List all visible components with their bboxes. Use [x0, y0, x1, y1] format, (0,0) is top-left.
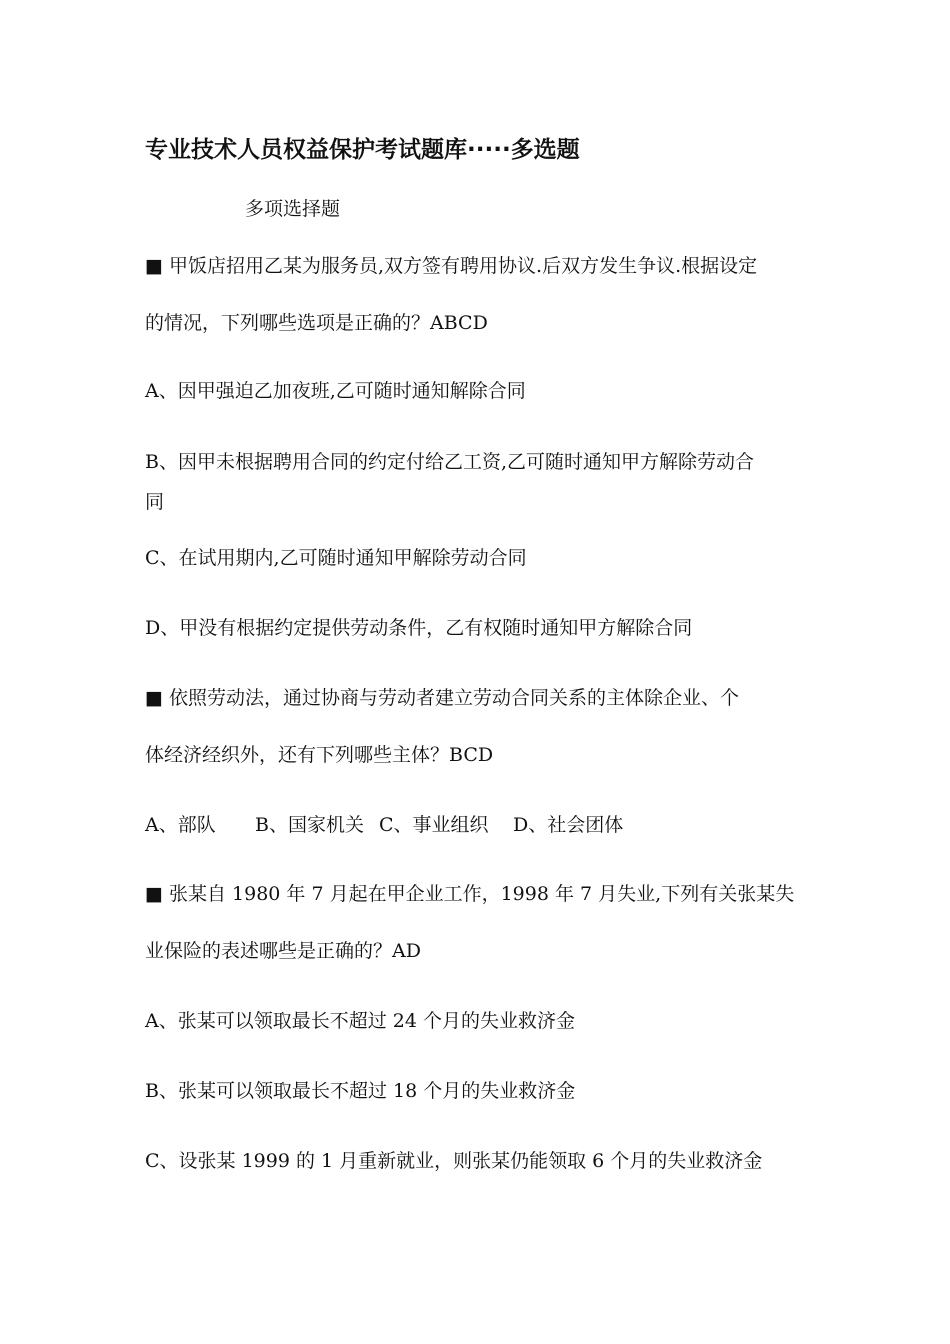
question-3-option-a: A、张某可以领取最长不超过 24 个月的失业救济金 [145, 1010, 575, 1032]
page-title: 专业技术人员权益保护考试题库·····多选题 [145, 137, 580, 163]
question-3-line-2: 业保险的表述哪些是正确的？AD [145, 940, 421, 962]
question-2-options [145, 813, 623, 837]
question-3-option-c: C、设张某 1999 的 1 月重新就业，则张某仍能领取 6 个月的失业救济金 [145, 1150, 763, 1172]
question-2-option-d: D、社会团体 [513, 814, 624, 836]
question-1-option-c: C、在试用期内,乙可随时通知甲解除劳动合同 [145, 547, 527, 569]
question-2-line-1: ■ 依照劳动法，通过协商与劳动者建立劳动合同关系的主体除企业、个 [145, 687, 739, 709]
question-1-option-b-line-1: B、因甲未根据聘用合同的约定付给乙工资,乙可随时通知甲方解除劳动合 [145, 451, 755, 473]
question-3-line-1: ■ 张某自 1980 年 7 月起在甲企业工作，1998 年 7 月失业,下列有关张某失 [145, 883, 795, 905]
question-2-line-2: 体经济经织外，还有下列哪些主体？BCD [145, 744, 494, 766]
question-2-option-b: B、国家机关 [255, 814, 364, 836]
question-2-option-a: A、部队 [145, 814, 216, 836]
question-3-option-b: B、张某可以领取最长不超过 18 个月的失业救济金 [145, 1080, 576, 1102]
question-1-line-2: 的情况，下列哪些选项是正确的？ABCD [145, 312, 488, 334]
question-1-option-a: A、因甲强迫乙加夜班,乙可随时通知解除合同 [145, 380, 526, 402]
section-subtitle: 多项选择题 [245, 198, 341, 220]
question-1-option-b-line-2: 同 [145, 491, 165, 513]
question-2-option-c: C、事业组织 [379, 814, 489, 836]
question-1-option-d: D、甲没有根据约定提供劳动条件，乙有权随时通知甲方解除合同 [145, 617, 693, 639]
question-1-line-1: ■ 甲饭店招用乙某为服务员,双方签有聘用协议.后双方发生争议.根据设定 [145, 255, 758, 277]
